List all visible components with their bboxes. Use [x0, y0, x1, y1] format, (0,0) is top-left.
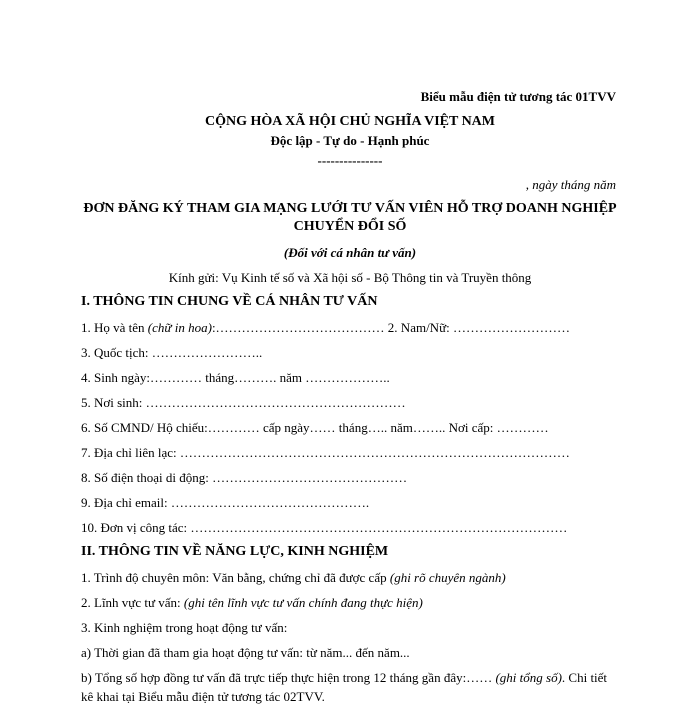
form-code: Biểu mẫu điện tử tương tác 01TVV [420, 89, 616, 104]
field-full-name-rest: :………………………………… 2. Nam/Nữ: ……………………… [211, 320, 570, 335]
field-contract-count-label: b) Tổng số hợp đồng tư vấn đã trực tiếp thực hiện trong 12 tháng gần đây:…… [81, 670, 496, 685]
document-subtitle: (Đối với cá nhân tư vấn) [283, 245, 417, 260]
addressee: Kính gửi: Vụ Kinh tế số và Xã hội số - Bộ Thông tin và Truyền thông [168, 270, 532, 285]
motto-divider: --------------- [317, 153, 383, 168]
field-consulting-area-label: 2. Lĩnh vực tư vấn: [81, 595, 184, 610]
document-title-line2: CHUYỂN ĐỔI SỐ [293, 219, 407, 234]
field-qualification-hint: (ghi rõ chuyên ngành) [389, 570, 506, 585]
field-address: 7. Địa chỉ liên lạc: ……………………………………………………………………………… [81, 445, 570, 460]
field-full-name [81, 320, 570, 336]
national-motto: Độc lập - Tự do - Hạnh phúc [270, 133, 430, 148]
field-experience-years: a) Thời gian đã tham gia hoạt động tư vấn: từ năm... đến năm... [81, 645, 410, 660]
field-birth-date: 4. Sinh ngày:………… tháng………. năm ……………….. [81, 370, 390, 385]
country-name: CỘNG HÒA XÃ HỘI CHỦ NGHĨA VIỆT NAM [204, 114, 495, 129]
field-contract-count-rest: . Chi tiết kê khai tại Biểu mẫu điện tử tương tác 02TVV. [81, 670, 608, 704]
field-contract-count [81, 668, 621, 706]
date-line: , ngày tháng năm [525, 177, 616, 192]
field-nationality: 3. Quốc tịch: …………………….. [81, 345, 263, 360]
field-contract-count-hint: (ghi tổng số) [495, 670, 562, 685]
field-consulting-area-hint: (ghi tên lĩnh vực tư vấn chính đang thực hiện) [183, 595, 423, 610]
field-qualification [81, 570, 506, 586]
field-full-name-hint: (chữ in hoa) [147, 320, 212, 335]
field-phone: 8. Số điện thoại di động: ……………………………………… [81, 470, 408, 485]
section2-heading: II. THÔNG TIN VỀ NĂNG LỰC, KINH NGHIỆM [81, 544, 389, 559]
field-workplace: 10. Đơn vị công tác: …………………………………………………………………………… [81, 520, 568, 535]
field-id-card: 6. Số CMND/ Hộ chiếu:………… cấp ngày…… tháng….. năm…….. Nơi cấp: ………… [81, 420, 549, 435]
field-full-name-label: 1. Họ và tên [81, 320, 148, 335]
field-consulting-area [81, 595, 423, 611]
section1-heading: I. THÔNG TIN CHUNG VỀ CÁ NHÂN TƯ VẤN [81, 294, 378, 309]
document-title-line1: ĐƠN ĐĂNG KÝ THAM GIA MẠNG LƯỚI TƯ VẤN VIÊN HỖ TRỢ DOANH NGHIỆP [83, 201, 617, 216]
field-experience: 3. Kinh nghiệm trong hoạt động tư vấn: [81, 620, 288, 635]
field-qualification-label: 1. Trình độ chuyên môn: Văn bằng, chứng chỉ đã được cấp [81, 570, 390, 585]
field-email: 9. Địa chỉ email: ………………………………………. [81, 495, 370, 510]
field-birth-place: 5. Nơi sinh: …………………………………………………… [81, 395, 406, 410]
